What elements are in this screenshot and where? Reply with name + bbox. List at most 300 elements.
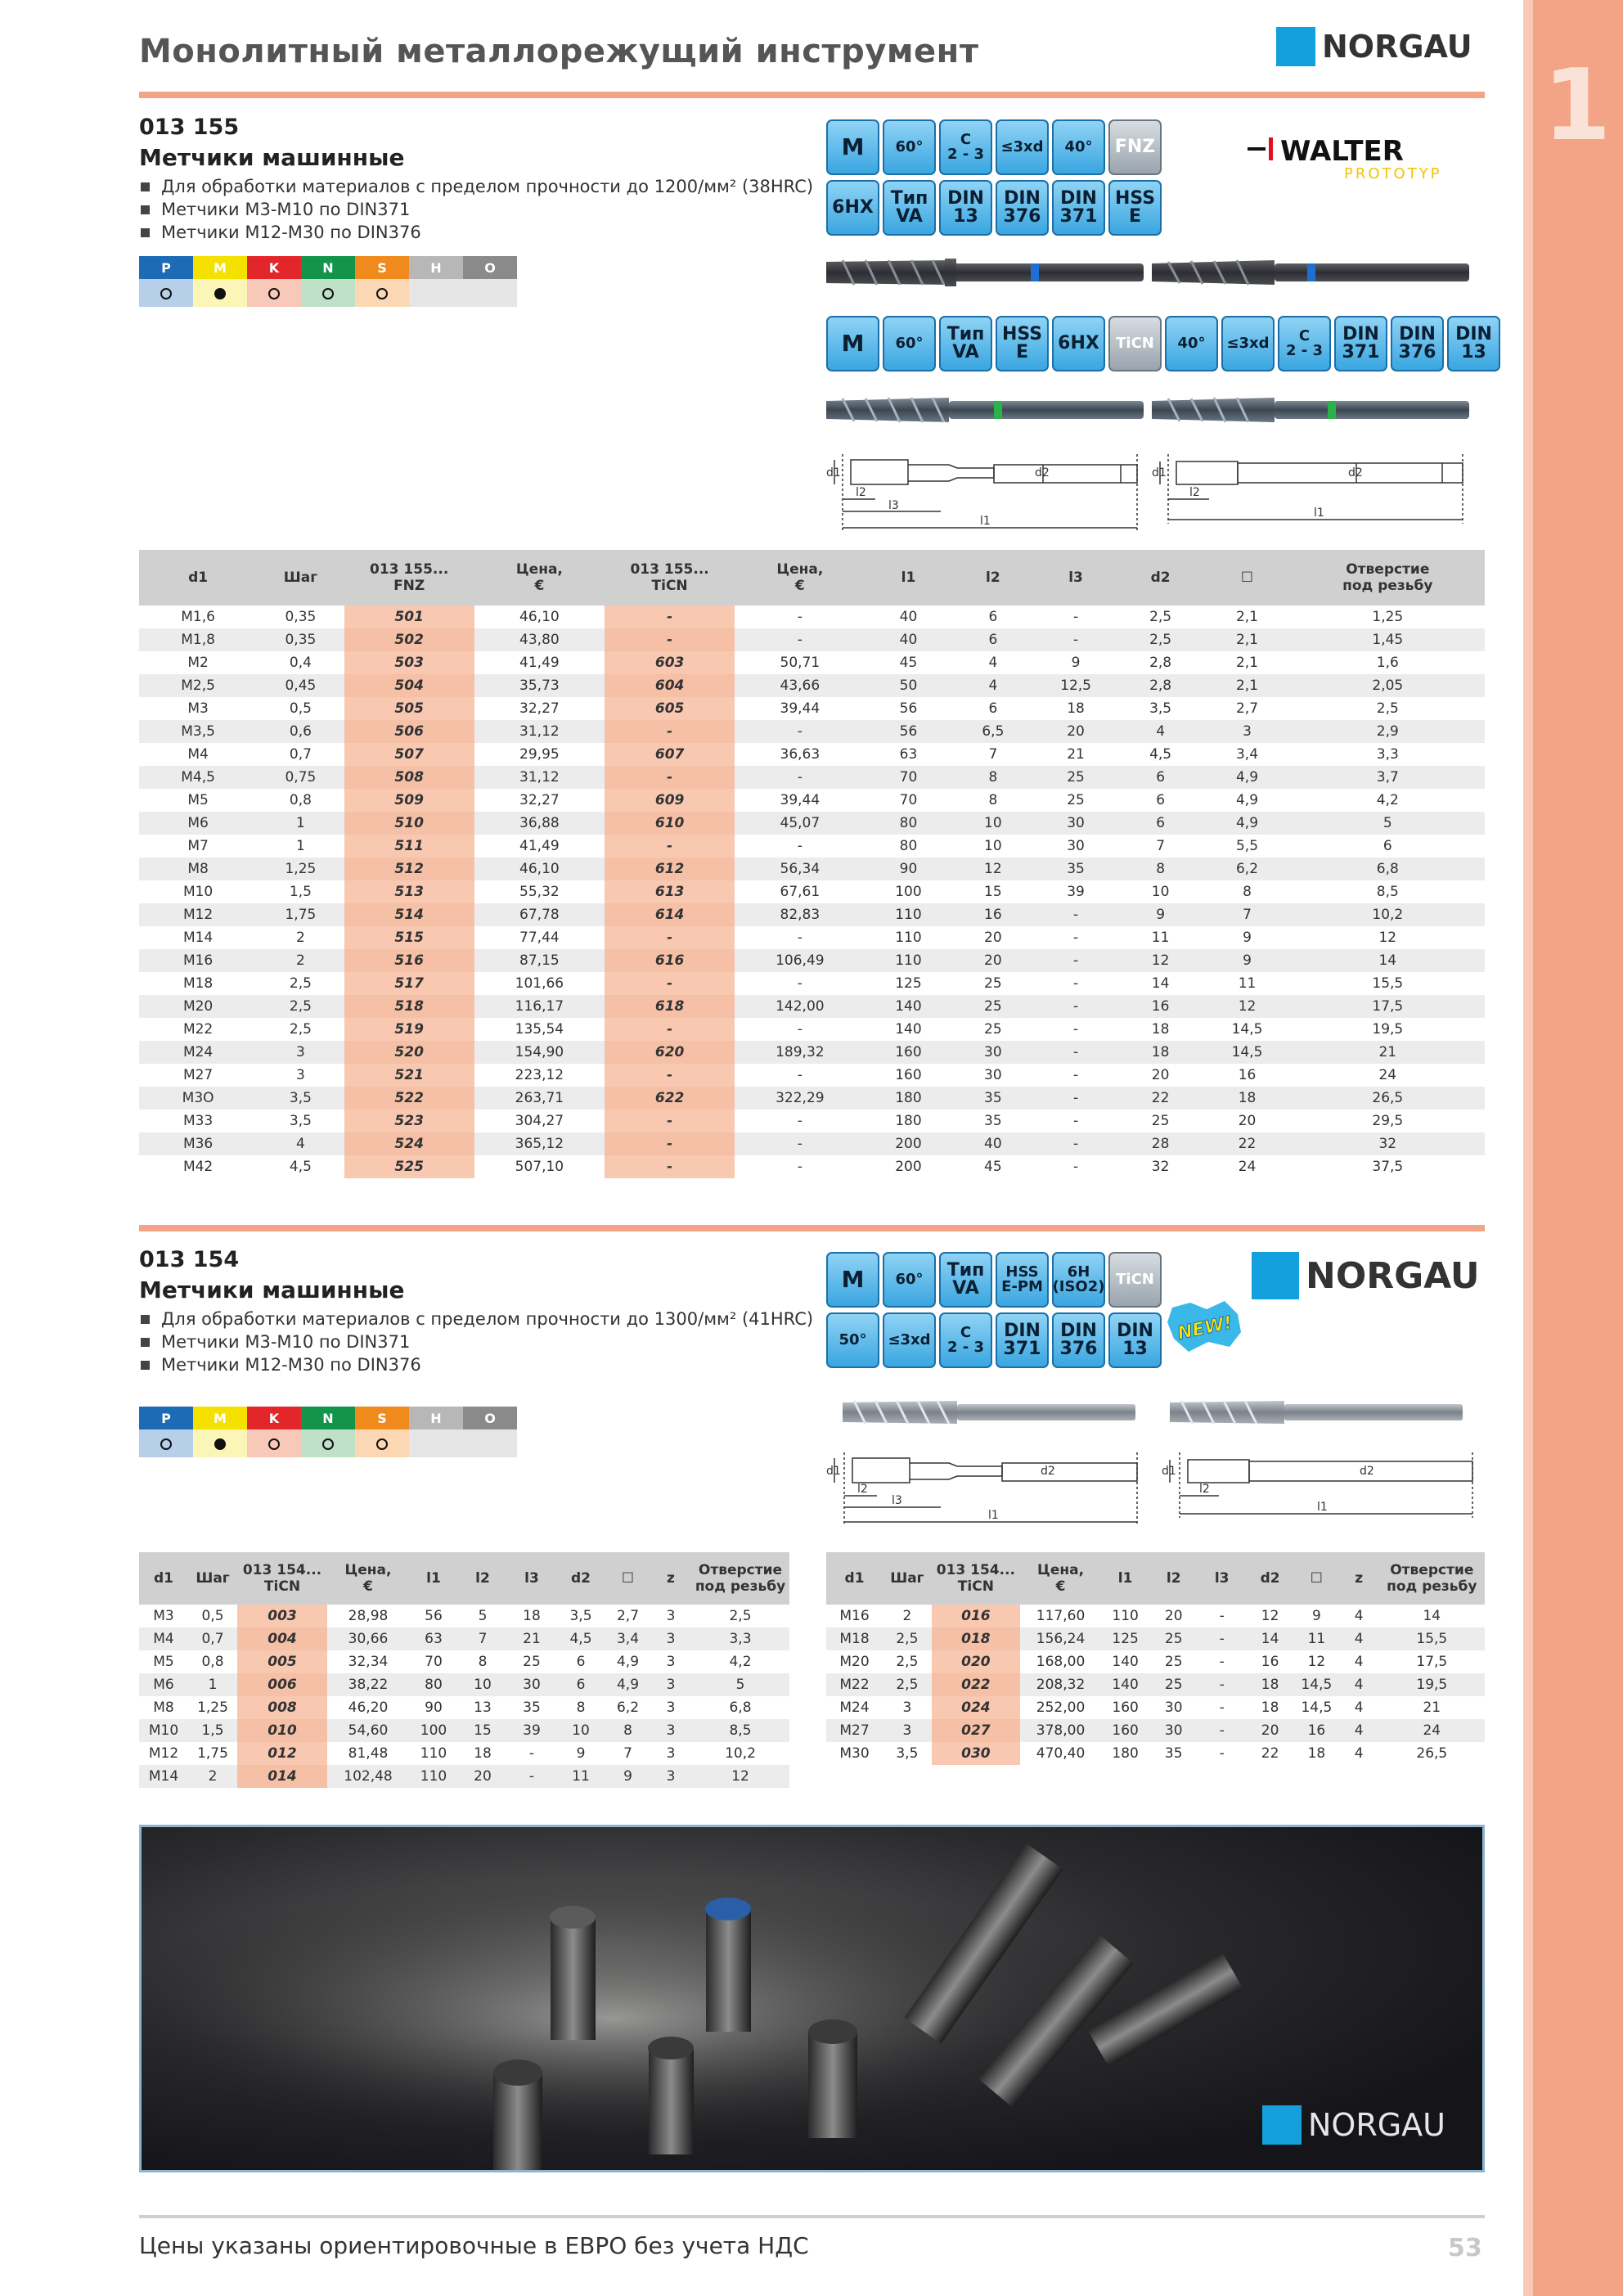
table-cell: 110	[865, 949, 952, 972]
feature-icon-label: 2 - 3	[946, 146, 985, 163]
material-suitability-cell	[139, 279, 193, 307]
bullet-item	[141, 175, 813, 198]
table-cell: 30	[951, 1041, 1034, 1064]
product-photo	[139, 1825, 1485, 2172]
table-cell: 35	[1164, 1745, 1183, 1762]
feature-din-icon	[939, 180, 992, 236]
feature-din-icon	[996, 1312, 1049, 1368]
table-cell: M18	[182, 975, 214, 992]
column-header	[188, 1552, 237, 1605]
table-cell: 32,34	[348, 1654, 389, 1670]
table-cell: -	[797, 1067, 803, 1083]
table-cell: M20	[139, 995, 257, 1018]
table-cell: 25	[1067, 792, 1085, 808]
table-cell: 2,8	[1149, 655, 1172, 671]
column-header	[932, 1552, 1020, 1605]
table-cell: 41,49	[519, 655, 560, 671]
table-cell: 28,98	[348, 1608, 389, 1624]
table-cell: 8	[1117, 858, 1204, 880]
table-cell: 80	[409, 1673, 458, 1696]
article-number-cell: 027	[932, 1719, 1020, 1742]
article-number-cell: 008	[237, 1696, 327, 1719]
table-cell: -	[1198, 1719, 1246, 1742]
feature-icon-label: 13	[953, 206, 978, 227]
table-cell: 25	[984, 1021, 1002, 1038]
column-header	[735, 550, 865, 606]
table-cell: 12	[691, 1765, 789, 1788]
column-header-text: l1	[1117, 1570, 1133, 1587]
table-cell: 25	[523, 1654, 541, 1670]
section2-price-table-left	[139, 1552, 789, 1788]
table-cell: 160	[1101, 1719, 1149, 1742]
article-number-cell: 003	[237, 1605, 327, 1627]
feature-icon-label: E	[1128, 206, 1142, 227]
column-header-text: z	[1355, 1570, 1364, 1587]
table-cell: 4	[1339, 1719, 1379, 1742]
table-cell: 3,5	[289, 1113, 312, 1129]
table-cell: 80	[865, 812, 952, 835]
column-header-text: под резьбу	[1342, 578, 1433, 594]
column-header	[691, 1552, 789, 1605]
table-cell: 6	[1117, 766, 1204, 789]
table-row	[139, 949, 1485, 972]
table-cell: 10,2	[1291, 903, 1485, 926]
table-cell: 63	[899, 746, 918, 763]
table-cell: 13	[474, 1699, 492, 1716]
table-cell: -	[1034, 903, 1117, 926]
table-cell: 16	[1117, 995, 1204, 1018]
material-code-h: H	[409, 1407, 463, 1429]
feature-icon-label: 6H	[1067, 1263, 1090, 1281]
table-cell: 4,5	[556, 1627, 605, 1650]
table-row	[139, 1696, 789, 1719]
table-cell: 1,45	[1291, 628, 1485, 651]
table-cell: 2,1	[1235, 655, 1259, 671]
table-cell: 9	[1071, 655, 1081, 671]
material-group-table	[139, 256, 517, 307]
table-row	[826, 1605, 1485, 1627]
table-cell: -	[1072, 1113, 1079, 1129]
blind-hole-icon	[883, 1312, 936, 1368]
feature-icon-label: DIN	[1455, 324, 1492, 344]
photo-tap	[808, 2019, 857, 2138]
article-number-cell: 511	[344, 835, 474, 858]
table-cell: -	[797, 1021, 803, 1038]
drawing-label: l1	[1314, 506, 1324, 520]
table-cell: M3O	[139, 1087, 257, 1110]
table-cell: 36,63	[780, 746, 820, 763]
article-number-cell: 523	[344, 1110, 474, 1132]
article-number-cell: -	[605, 606, 735, 628]
table-cell: -	[528, 1745, 535, 1762]
table-cell: 1	[295, 838, 305, 854]
feature-icon-label: 13	[1122, 1339, 1148, 1359]
table-cell: -	[1072, 930, 1079, 946]
article-number-cell: 609	[605, 789, 735, 812]
bullet-item	[141, 221, 813, 244]
table-cell: 56	[899, 700, 918, 717]
section1-icons-row1	[826, 119, 1162, 175]
article-number-cell: 508	[344, 766, 474, 789]
walter-prototyp-logo	[1248, 123, 1493, 184]
new-badge	[1166, 1299, 1243, 1353]
table-cell: 0,75	[257, 766, 344, 789]
feature-icon-label: DIN	[1060, 188, 1097, 209]
table-row	[139, 1132, 1485, 1155]
table-cell: -	[735, 720, 865, 743]
table-cell: 16	[1294, 1719, 1339, 1742]
table-cell: 1,5	[188, 1719, 237, 1742]
table-row	[139, 720, 1485, 743]
feature-icon-label: 2 - 3	[946, 1339, 985, 1356]
table-cell: M8	[139, 858, 257, 880]
table-row	[826, 1742, 1485, 1765]
table-cell: 14,5	[1231, 1021, 1263, 1038]
table-cell: 21	[1291, 1041, 1485, 1064]
column-header	[1379, 1552, 1485, 1605]
table-cell: 19,5	[1372, 1021, 1404, 1038]
table-cell: 32	[1151, 1159, 1170, 1175]
table-row	[139, 903, 1485, 926]
table-cell: 3,5	[1149, 700, 1172, 717]
column-header	[139, 1552, 188, 1605]
column-header	[507, 1552, 556, 1605]
feature-hss-icon	[1108, 180, 1162, 236]
section2-icons-row2	[826, 1312, 1162, 1368]
feature-icon-label: TiCN	[1116, 335, 1154, 352]
feature-din-icon	[1108, 1312, 1162, 1368]
table-cell: 3	[295, 1067, 305, 1083]
section2-icons-row1	[826, 1252, 1162, 1308]
table-cell: M22	[182, 1021, 214, 1038]
table-cell: 2,7	[1235, 700, 1259, 717]
article-number-cell: 509	[344, 789, 474, 812]
column-header-text: 013 154...	[936, 1562, 1015, 1578]
column-header-text: l3	[1068, 569, 1083, 586]
article-number-cell: 014	[237, 1765, 327, 1788]
table-cell: 7	[458, 1627, 507, 1650]
table-cell: 365,12	[474, 1132, 605, 1155]
table-cell: 2,5	[289, 975, 312, 992]
material-code-s: S	[355, 256, 409, 279]
feature-icon-label: DIN	[1399, 324, 1436, 344]
table-cell: 4	[988, 655, 998, 671]
table-cell: 2	[188, 1765, 237, 1788]
table-cell: 0,8	[201, 1654, 224, 1670]
table-cell: M12	[139, 903, 257, 926]
material-suitability-cell	[193, 279, 247, 307]
table-cell: 6,8	[1291, 858, 1485, 880]
table-row	[139, 1064, 1485, 1087]
bullet-item	[141, 1308, 813, 1330]
table-cell: 18	[1203, 1087, 1290, 1110]
table-cell: 4	[1354, 1654, 1364, 1670]
table-row	[139, 858, 1485, 880]
article-number-cell: -	[605, 1018, 735, 1041]
table-cell: 3,5	[896, 1745, 919, 1762]
column-header-text: Отверстие	[1346, 561, 1430, 578]
table-cell: 67,78	[474, 903, 605, 926]
chapter-strip	[1523, 0, 1623, 2296]
material-code-m: M	[193, 1407, 247, 1429]
feature-icon-label: ≤3xd	[1000, 138, 1044, 155]
table-cell: 20	[951, 949, 1034, 972]
feature-icon-label: HSS	[1005, 1263, 1039, 1281]
article-number-cell: 507	[344, 743, 474, 766]
material-code-p: P	[139, 256, 193, 279]
table-cell: 2	[902, 1608, 912, 1624]
table-row	[826, 1673, 1485, 1696]
column-header-text: Цена,	[1037, 1562, 1085, 1578]
table-cell: 0,35	[285, 609, 317, 625]
table-cell: 18	[1151, 1021, 1170, 1038]
table-cell: 2,05	[1291, 674, 1485, 697]
article-number-cell: 018	[932, 1627, 1020, 1650]
bullet-item	[141, 1330, 813, 1353]
feature-icon-label: M	[841, 330, 865, 357]
section1-icons-row2	[826, 180, 1162, 236]
walter-logo-bar	[1269, 137, 1273, 160]
table-cell: 10	[458, 1673, 507, 1696]
table-cell: 45,07	[735, 812, 865, 835]
feature-icon-label: DIN	[1060, 1321, 1097, 1341]
table-cell: 12	[951, 858, 1034, 880]
table-cell: 10	[556, 1719, 605, 1742]
table-cell: 100	[409, 1719, 458, 1742]
article-number-cell: 613	[605, 880, 735, 903]
drawing-label: d2	[1041, 1465, 1055, 1478]
article-number-cell: 515	[344, 926, 474, 949]
section2-bullets	[141, 1308, 813, 1376]
table-cell: M36	[139, 1132, 257, 1155]
column-header-text: €	[363, 1578, 373, 1595]
material-suitability-cell	[409, 1429, 463, 1457]
table-cell: 26,5	[1291, 1087, 1485, 1110]
table-cell: 70	[425, 1654, 443, 1670]
table-cell: 6,8	[729, 1699, 752, 1716]
feature-din-icon	[1447, 316, 1500, 371]
table-cell: 11	[1151, 930, 1170, 946]
table-cell: 12,5	[1034, 674, 1117, 697]
table-cell: 304,27	[515, 1113, 564, 1129]
table-row	[139, 880, 1485, 903]
table-cell: 22	[1117, 1087, 1204, 1110]
column-header-text: TiCN	[263, 1578, 301, 1595]
section-rule	[139, 1225, 1485, 1231]
column-header-text: l3	[1214, 1570, 1230, 1587]
article-number-cell: 513	[344, 880, 474, 903]
table-cell: -	[797, 838, 803, 854]
table-cell: 0,5	[289, 700, 312, 717]
table-cell: 12	[1378, 930, 1397, 946]
table-row	[139, 1087, 1485, 1110]
column-header-text: Отверстие	[698, 1562, 783, 1578]
table-cell: 87,15	[474, 949, 605, 972]
table-cell: 110	[409, 1765, 458, 1788]
column-header-text: l1	[901, 569, 916, 586]
feature-fnz-icon	[1108, 119, 1162, 175]
material-suitability-cell	[247, 279, 301, 307]
article-number-cell: 505	[344, 697, 474, 720]
table-cell: 20	[1246, 1719, 1294, 1742]
suitable-circle-icon	[160, 288, 172, 299]
table-cell: 2,5	[883, 1627, 932, 1650]
table-cell: 18	[523, 1608, 541, 1624]
suitable-circle-icon	[322, 1438, 334, 1450]
table-cell: 19,5	[1379, 1673, 1485, 1696]
article-number-cell: 612	[605, 858, 735, 880]
table-cell: 140	[1101, 1673, 1149, 1696]
table-cell: 39	[1067, 884, 1085, 900]
table-cell: 2,5	[896, 1654, 919, 1670]
table-cell: 30	[1067, 838, 1085, 854]
article-number-cell: -	[605, 972, 735, 995]
table-cell: 90	[865, 858, 952, 880]
column-header-text: TiCN	[651, 578, 688, 594]
article-number-cell: 622	[605, 1087, 735, 1110]
helix-angle-icon	[826, 1312, 879, 1368]
table-cell: 67,61	[780, 884, 820, 900]
article-number-cell: 004	[237, 1627, 327, 1650]
table-cell: 4,9	[616, 1654, 640, 1670]
column-header-text: Шаг	[890, 1570, 924, 1587]
chamfer-icon	[1278, 316, 1331, 371]
column-header	[139, 550, 257, 606]
feature-icon-label: C	[1298, 327, 1311, 344]
table-cell: M1,6	[181, 609, 215, 625]
table-cell: 25	[951, 995, 1034, 1018]
table-cell: -	[1034, 1041, 1117, 1064]
table-cell: 4,5	[289, 1159, 312, 1175]
table-cell: 16	[1261, 1654, 1279, 1670]
table-cell: 39,44	[780, 700, 820, 717]
table-cell: 45	[984, 1159, 1002, 1175]
table-cell: 8	[478, 1654, 488, 1670]
table-cell: 6	[556, 1673, 605, 1696]
feature-icon-label: 371	[1342, 342, 1380, 362]
column-header-text: d1	[844, 1570, 865, 1587]
column-header-text: 013 155...	[630, 561, 709, 578]
tap-drawing-013154-din371	[826, 1440, 1145, 1534]
article-number-cell: 006	[237, 1673, 327, 1696]
table-cell: -	[797, 1113, 803, 1129]
feature-тип-icon	[883, 180, 936, 236]
table-cell: 15	[458, 1719, 507, 1742]
table-cell: 7	[1203, 903, 1290, 926]
drawing-label: d1	[1152, 466, 1167, 479]
chamfer-icon	[939, 1312, 992, 1368]
table-cell: 6	[576, 1654, 586, 1670]
norgau-logo-header	[1276, 27, 1472, 66]
table-cell: 14,5	[1203, 1041, 1290, 1064]
chapter-number: 1	[1543, 49, 1612, 163]
material-suitability-cell	[301, 279, 355, 307]
table-cell: -	[1034, 995, 1117, 1018]
bullet-icon	[141, 228, 150, 237]
article-number-cell: -	[605, 1155, 735, 1178]
table-cell: 18	[1067, 700, 1085, 717]
article-number-cell: 519	[344, 1018, 474, 1041]
table-cell: 180	[1112, 1745, 1139, 1762]
feature-icon-label: VA	[952, 1278, 979, 1299]
table-cell: 2,8	[1117, 674, 1204, 697]
table-cell: 21	[1423, 1699, 1441, 1716]
table-cell: M42	[182, 1159, 214, 1175]
material-code-n: N	[301, 1407, 355, 1429]
column-header	[1034, 550, 1117, 606]
column-header-text: d1	[188, 569, 209, 586]
table-cell: 3	[257, 1041, 344, 1064]
feature-icon-label: 6HX	[1058, 333, 1099, 353]
material-code-h: H	[409, 256, 463, 279]
table-cell: 6	[1382, 838, 1392, 854]
feature-icon-label: 371	[1003, 1339, 1041, 1359]
material-suitability-cell	[193, 1429, 247, 1457]
tap-image-fnz-1	[826, 254, 1145, 291]
photo-tap	[705, 1898, 751, 2032]
table-cell: 43,80	[474, 628, 605, 651]
table-cell: 4,2	[729, 1654, 752, 1670]
column-header-text: l2	[986, 569, 1000, 586]
table-cell: 378,00	[1020, 1719, 1101, 1742]
feature-6hx-icon	[826, 180, 879, 236]
column-header-text: l2	[1166, 1570, 1181, 1587]
table-cell: 156,24	[1020, 1627, 1101, 1650]
table-cell: 110	[895, 930, 922, 946]
table-cell: 189,32	[735, 1041, 865, 1064]
suitable-circle-icon	[268, 288, 280, 299]
drawing-label: d1	[1162, 1465, 1176, 1478]
table-cell: 3	[1203, 720, 1290, 743]
drawing-label: l3	[892, 1494, 902, 1507]
table-row	[826, 1719, 1485, 1742]
table-cell: 46,10	[519, 609, 560, 625]
table-cell: M8	[153, 1699, 174, 1716]
table-cell: 4	[951, 674, 1034, 697]
bullet-icon	[141, 1315, 150, 1324]
material-code-k: K	[247, 1407, 301, 1429]
feature-m-icon	[826, 316, 879, 371]
table-cell: 0,35	[257, 628, 344, 651]
table-cell: 18	[1117, 1041, 1204, 1064]
table-cell: 12	[1261, 1608, 1279, 1624]
material-suitability-cell	[301, 1429, 355, 1457]
table-cell: 3,7	[1291, 766, 1485, 789]
article-number-cell: 022	[932, 1673, 1020, 1696]
table-cell: 154,90	[474, 1041, 605, 1064]
table-row	[139, 1673, 789, 1696]
column-header	[474, 550, 605, 606]
table-cell: 32,27	[519, 792, 560, 808]
table-cell: 20	[984, 930, 1002, 946]
photo-brand-name: NORGAU	[1308, 2107, 1445, 2143]
table-row	[139, 674, 1485, 697]
column-header-text: d2	[1150, 569, 1171, 586]
table-cell: 0,5	[201, 1608, 224, 1624]
column-header-text: ☐	[1310, 1570, 1324, 1587]
table-cell: 3	[902, 1699, 912, 1716]
table-cell: 54,60	[327, 1719, 409, 1742]
table-cell: 40	[951, 1132, 1034, 1155]
table-cell: 2,5	[883, 1673, 932, 1696]
drawing-label: l1	[1317, 1501, 1328, 1514]
column-header-text: Отверстие	[1390, 1562, 1474, 1578]
suitable-circle-icon	[268, 1438, 280, 1450]
table-cell: 32,27	[519, 700, 560, 717]
norgau-logo-section2	[1252, 1252, 1480, 1299]
column-header-text: €	[794, 578, 805, 594]
column-header-text: €	[534, 578, 545, 594]
